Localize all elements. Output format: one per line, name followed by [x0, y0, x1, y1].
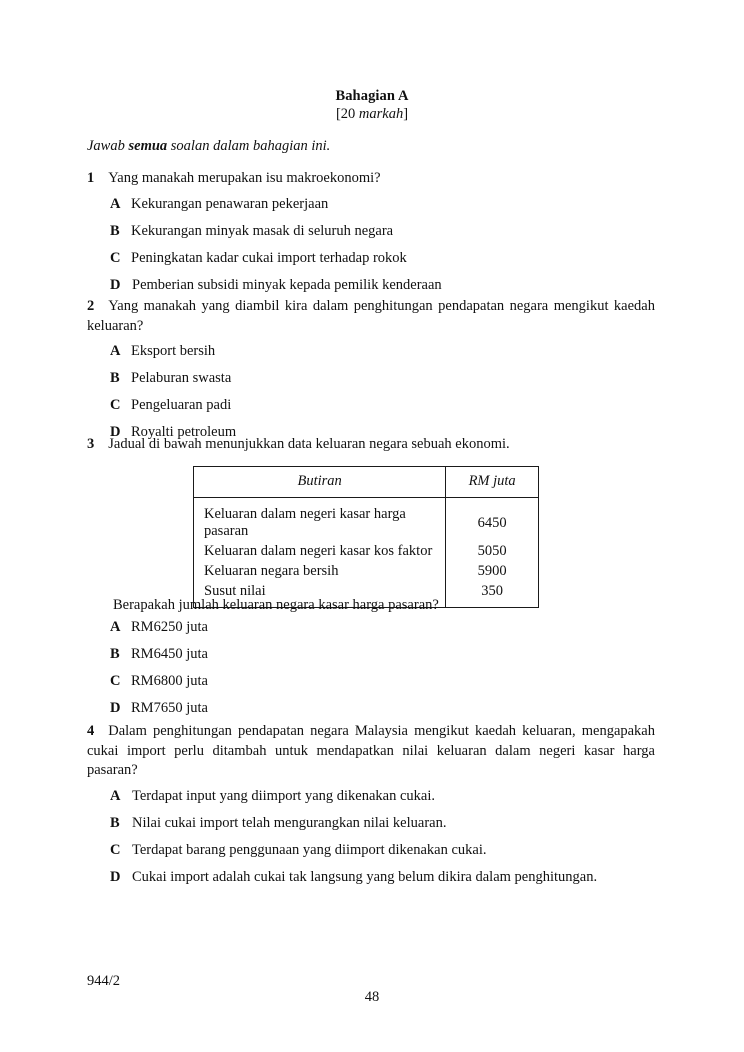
question-3-options-block — [87, 618, 655, 726]
table-cell-value: 5900 — [446, 562, 538, 582]
option-2c[interactable] — [87, 396, 655, 416]
option-4a-letter: A — [110, 787, 121, 804]
instruction-part-2: soalan dalam bahagian ini. — [167, 138, 331, 154]
question-2-stem — [87, 297, 655, 336]
marks-word: markah — [358, 106, 404, 122]
question-4 — [87, 722, 655, 895]
option-1a-letter: A — [110, 195, 121, 212]
table-header-value: RM juta — [446, 467, 538, 498]
option-2b-text: Pelaburan swasta — [131, 370, 232, 386]
option-2b[interactable] — [87, 369, 655, 389]
option-3d-text: RM7650 juta — [131, 700, 208, 716]
option-1b-letter: B — [110, 222, 120, 239]
answer-instruction — [87, 137, 330, 155]
option-2a-text: Eksport bersih — [131, 343, 216, 359]
option-3a[interactable] — [87, 618, 655, 638]
option-4b[interactable] — [87, 814, 655, 834]
option-3a-letter: A — [110, 619, 121, 635]
question-4-text: Dalam penghitungan pendapatan negara Malaysia mengikut kaedah keluaran, mengapakah cukai import perlu ditambah untuk mendapatkan nilai keluaran dalam negeri kasar harga pasaran? — [87, 723, 655, 778]
page-number: 48 — [364, 989, 380, 1005]
question-4-options — [87, 787, 655, 888]
question-4-stem — [87, 722, 655, 781]
option-1b-text: Kekurangan minyak masak di seluruh negara — [131, 222, 394, 239]
question-2-text: Yang manakah yang diambil kira dalam penghitungan pendapatan negara mengikut kaedah keluaran? — [87, 298, 655, 334]
option-3d[interactable] — [87, 699, 655, 719]
option-1d[interactable] — [87, 276, 655, 296]
question-3-sub-prompt: Berapakah jumlah keluaran negara kasar harga pasaran? — [113, 597, 439, 613]
option-3c-text: RM6800 juta — [131, 673, 208, 689]
option-4b-letter: B — [110, 814, 120, 831]
table-row — [194, 542, 538, 562]
question-1-text: Yang manakah merupakan isu makroekonomi? — [108, 170, 381, 186]
option-2d-letter: D — [110, 424, 121, 440]
option-2a-letter: A — [110, 343, 121, 359]
question-1 — [87, 169, 655, 303]
option-1c-letter: C — [110, 249, 121, 266]
question-2-options — [87, 342, 655, 443]
option-3c-letter: C — [110, 673, 121, 689]
table-cell-item: Keluaran negara bersih — [204, 563, 339, 579]
question-3-stem — [87, 435, 655, 455]
option-4d-letter: D — [110, 868, 121, 885]
option-3b-text: RM6450 juta — [131, 646, 208, 662]
question-3 — [87, 435, 655, 455]
table-cell-item: Susut nilai — [204, 583, 266, 599]
table-cell-item: Keluaran dalam negeri kasar harga pasaran — [204, 506, 406, 539]
option-3d-letter: D — [110, 700, 121, 716]
option-3a-text: RM6250 juta — [131, 619, 208, 635]
table-cell-value: 5050 — [446, 542, 538, 562]
table-body — [194, 498, 538, 608]
question-1-stem — [87, 169, 655, 189]
table-cell-item: Keluaran dalam negeri kasar kos faktor — [204, 543, 433, 559]
marks-suffix: ] — [403, 106, 409, 122]
paper-code: 944/2 — [87, 973, 121, 989]
option-2b-letter: B — [110, 370, 120, 386]
option-1d-letter: D — [110, 276, 121, 293]
option-3b[interactable] — [87, 645, 655, 665]
question-1-number: 1 — [87, 170, 95, 186]
question-3-number: 3 — [87, 436, 95, 452]
option-1d-text: Pemberian subsidi minyak kepada pemilik kenderaan — [132, 276, 442, 293]
option-2d-text: Royalti petroleum — [131, 424, 237, 440]
option-3b-letter: B — [110, 646, 120, 662]
option-4c-text: Terdapat barang penggunaan yang diimport dikenakan cukai. — [132, 841, 487, 858]
table-header-row — [194, 467, 538, 498]
option-2c-letter: C — [110, 397, 121, 413]
question-4-number: 4 — [87, 723, 95, 739]
question-3-text: Jadual di bawah menunjukkan data keluaran negara sebuah ekonomi. — [108, 436, 510, 452]
national-output-table — [193, 466, 539, 608]
option-4c[interactable] — [87, 841, 655, 861]
option-1a[interactable] — [87, 195, 655, 215]
table-header — [194, 467, 538, 498]
marks-prefix: [20 — [335, 106, 359, 122]
table-row — [194, 498, 538, 542]
section-marks — [0, 106, 744, 123]
option-1c[interactable] — [87, 249, 655, 269]
option-2a[interactable] — [87, 342, 655, 362]
option-1b[interactable] — [87, 222, 655, 242]
option-4b-text: Nilai cukai import telah mengurangkan nilai keluaran. — [132, 814, 447, 831]
option-3c[interactable] — [87, 672, 655, 692]
option-4d[interactable] — [87, 868, 655, 888]
option-4a[interactable] — [87, 787, 655, 807]
data-table — [194, 467, 538, 607]
question-1-options — [87, 195, 655, 296]
table-cell-value: 6450 — [446, 498, 538, 542]
section-header — [0, 88, 744, 123]
question-2-number: 2 — [87, 298, 95, 314]
option-1c-text: Peningkatan kadar cukai import terhadap rokok — [131, 249, 407, 266]
option-4d-text: Cukai import adalah cukai tak langsung yang belum dikira dalam penghitungan. — [132, 868, 598, 885]
option-4a-text: Terdapat input yang diimport yang dikenakan cukai. — [132, 787, 435, 804]
option-2c-text: Pengeluaran padi — [131, 397, 232, 413]
table-row — [194, 562, 538, 582]
question-2 — [87, 297, 655, 450]
question-3-options — [87, 618, 655, 719]
option-4c-letter: C — [110, 841, 121, 858]
option-1a-text: Kekurangan penawaran pekerjaan — [131, 195, 329, 212]
table-cell-value: 350 — [446, 582, 538, 608]
instruction-part-1: Jawab — [87, 138, 129, 154]
section-title: Bahagian A — [335, 88, 409, 104]
table-header-item: Butiran — [194, 467, 446, 498]
instruction-emphasis: semua — [128, 138, 168, 154]
